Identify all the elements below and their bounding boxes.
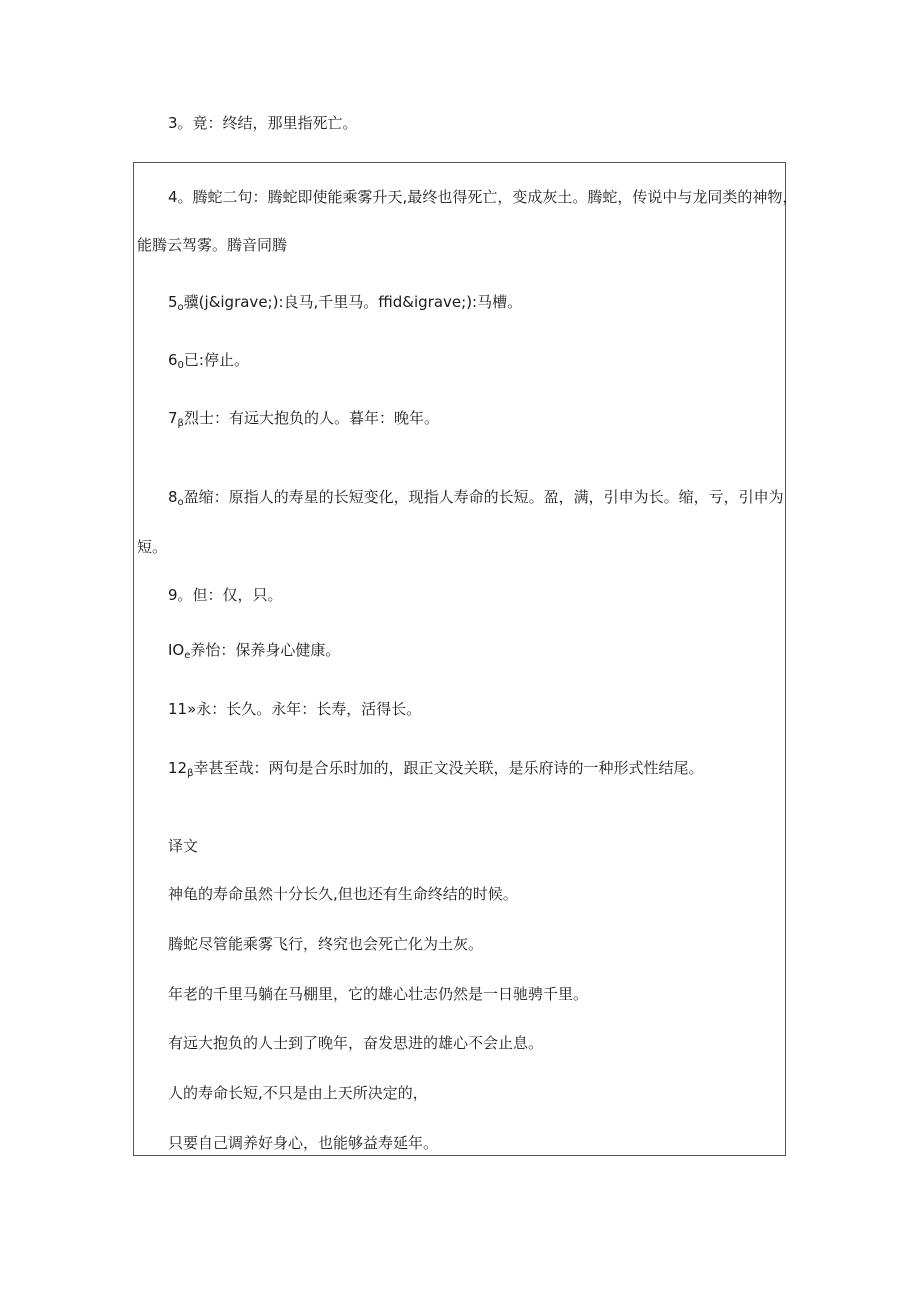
note-number: 8: [168, 488, 178, 506]
note-number-suffix: e: [184, 650, 191, 661]
note-6: [168, 350, 249, 376]
note-12: [168, 758, 704, 784]
note-text: 已:停止。: [183, 351, 249, 369]
translation-line-2: 腾蛇尽管能乘雾飞行，终究也会死亡化为土灰。: [168, 935, 484, 953]
note-number-suffix: β: [187, 768, 194, 779]
translation-line-1: 神龟的寿命虽然十分长久,但也还有生命终结的时候。: [168, 885, 518, 903]
note-text: 骥(j&igrave;):良马,千里马。ffid&igrave;):马槽。: [183, 293, 523, 311]
note-text: 幸甚至哉：两句是合乐时加的，跟正文没关联，是乐府诗的一种形式性结尾。: [193, 759, 704, 777]
translation-line-5: 人的寿命长短,不只是由上天所决定的，: [168, 1084, 428, 1102]
note-number: 7: [168, 409, 178, 427]
note-10: [168, 640, 340, 666]
note-number-suffix: 0: [177, 360, 184, 371]
note-7: [168, 408, 439, 434]
note-number: 6: [168, 351, 178, 369]
note-3: 3。竟：终结，那里指死亡。: [168, 114, 358, 132]
note-text: 养怡：保养身心健康。: [190, 641, 341, 659]
note-8-line-1: [168, 487, 784, 513]
note-4-line-1: 4。腾蛇二句：腾蛇即使能乘雾升天,最终也得死亡，变成灰土。腾蛇，传说中与龙同类的神物，: [168, 188, 798, 206]
note-number: 5: [168, 293, 178, 311]
note-9: 9。但：仅，只。: [168, 586, 283, 604]
translation-line-3: 年老的千里马躺在马棚里，它的雄心壮志仍然是一日驰骋千里。: [168, 985, 589, 1003]
note-11: 11»永：长久。永年：长寿，活得长。: [168, 700, 422, 718]
translation-line-6: 只要自己调养好身心，也能够益寿延年。: [168, 1134, 439, 1152]
note-number: 12: [168, 759, 188, 777]
note-text: 烈士：有远大抱负的人。暮年：晚年。: [183, 409, 439, 427]
note-4-line-2: 能腾云驾雾。腾音同腾: [137, 236, 288, 254]
note-number-suffix: β: [177, 418, 184, 429]
note-number: IO: [168, 641, 185, 659]
note-5: [168, 292, 522, 318]
note-number-suffix: o: [177, 302, 184, 313]
note-text: 盈缩：原指人的寿星的长短变化，现指人寿命的长短。盈，满，引申为长。缩，亏，引申为: [183, 488, 784, 506]
translation-line-4: 有远大抱负的人士到了晚年，奋发思进的雄心不会止息。: [168, 1034, 544, 1052]
translation-heading: 译文: [168, 837, 199, 855]
note-number-suffix: o: [177, 497, 184, 508]
note-8-line-2: 短。: [137, 538, 168, 556]
